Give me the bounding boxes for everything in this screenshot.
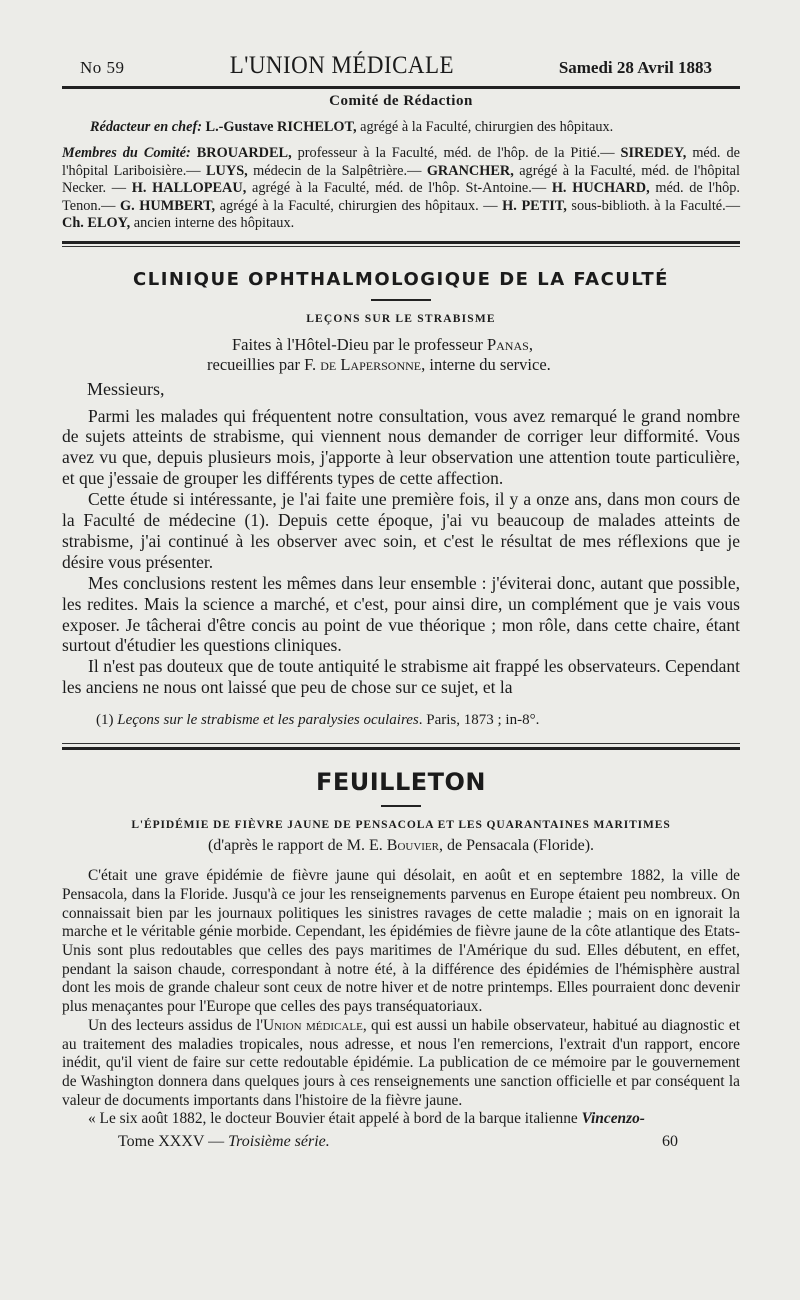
- paragraph: Un des lecteurs assidus de l'Union médicale, qui est aussi un habile observateur, habitué au diagnostic et au traitement des maladies tropicales, nous adresse, et nous l'en remercions, l'extrait d'un rapport, encore inédit, qu'il vient de faire sur cette redoutable épidémie. La publication de ce mémoire par le gouvernement de Washington donnera dans quelques jours à ces renseignements une sanction officielle et par conséquent la valeur de documents importants dans l'histoire de la fièvre jaune.: [62, 1016, 740, 1109]
- feuilleton-subtitle: L'ÉPIDÉMIE DE FIÈVRE JAUNE DE PENSACOLA ET LES QUARANTAINES MARITIMES: [131, 819, 671, 832]
- editor-in-chief: Rédacteur en chef: L.-Gustave RICHELOT, agrégé à la Faculté, chirurgien des hôpitaux.: [90, 118, 614, 135]
- salutation: Messieurs,: [87, 378, 165, 399]
- feuilleton-divider: [381, 805, 421, 807]
- paragraph: « Le six août 1882, le docteur Bouvier était appelé à bord de la barque italienne Vincenzo-: [88, 1110, 645, 1128]
- feuilleton-rule: [62, 747, 740, 750]
- page-number: 60: [662, 1133, 678, 1151]
- paragraph: Mes conclusions restent les mêmes dans leur ensemble : j'éviterai donc, autant que possible, les redites. Mais la science a marché, et c'est, pour ainsi dire, un complément que je vais vous exposer. Je tâcherai d'être concis au point de vue théorique ; mon rôle, dans cette chaire, étant surtout d'étudier les questions cliniques.: [62, 572, 740, 656]
- paragraph: Il n'est pas douteux que de toute antiquité le strabisme ait frappé les observateurs. Cependant les anciens ne nous ont laissé que peu de chose sur ce sujet, et la: [62, 656, 740, 698]
- journal-title: L'UNION MÉDICALE: [229, 52, 454, 79]
- committee-members: Membres du Comité: BROUARDEL, professeur à la Faculté, méd. de l'hôp. de la Pitié.— SIREDEY, méd. de l'hôpital Lariboisière.— LUYS, médecin de la Salpêtrière.— GRANCHER, agrégé à la Faculté, méd. de l'hôpital Necker. — H. HALLOPEAU, agrégé à la Faculté, méd. de l'hôp. St-Antoine.— H. HUCHARD, méd. de l'hôp. Tenon.— G. HUMBERT, agrégé à la Faculté, chirurgien des hôpitaux. — H. PETIT, sous-biblioth. à la Faculté.— Ch. ELOY, ancien interne des hôpitaux.: [62, 145, 741, 231]
- issue-number: No 59: [80, 58, 125, 77]
- header-rule: [62, 86, 740, 89]
- feuilleton-title: FEUILLETON: [315, 768, 487, 797]
- issue-date: Samedi 28 Avril 1883: [558, 58, 712, 77]
- feuilleton-source: (d'après le rapport de M. E. Bouvier, de Pensacala (Floride).: [207, 837, 595, 855]
- byline: [62, 335, 740, 375]
- paragraph: Parmi les malades qui fréquentent notre consultation, vous avez remarqué le grand nombre de sujets atteints de strabisme, qui viennent nous demander de corriger leur difformité. Vous avez vu que, depuis plusieurs mois, j'apporte à leur observation une attention toute particulière, et que j'essaie de grouper les différents types de cette affection.: [62, 405, 740, 489]
- lesson-title: LEÇONS SUR LE STRABISME: [306, 312, 496, 325]
- volume-info: Tome XXXV — Troisième série.: [118, 1133, 330, 1151]
- footnote: (1) Leçons sur le strabisme et les paralysies oculaires. Paris, 1873 ; in-8°.: [96, 712, 540, 729]
- paragraph: C'était une grave épidémie de fièvre jaune qui désolait, en août et en septembre 1882, la ville de Pensacola, dans la Floride. Jusqu'à ce jour les renseignements parvenus en Europe étaient peu nombreux. On connaissait bien par les journaux politiques les sinistres ravages de cette maladie ; mais on en ignorait la marche et le véritable génie morbide. Cependant, les épidémies de fièvre jaune de la côte atlantique des Etats-Unis sont plus redoutables que celles des pays maritimes de l'Amérique du sud. Elles débutent, en effet, pendant la saison chaude, correspondant à notre été, à la différence des épidémies de l'hémisphère austral dont les mois de grande chaleur sont ceux de notre hiver et de notre printemps. Elles pourraient donc devenir plus menaçantes pour l'Europe que celles des pays transéquatoriaux.: [62, 867, 740, 1016]
- byline-professor: Faites à l'Hôtel-Dieu par le professeur Panas,: [232, 334, 533, 354]
- committee-rule-thin: [62, 246, 740, 247]
- feuilleton-body: [62, 867, 740, 1129]
- section-title: CLINIQUE OPHTHALMOLOGIQUE DE LA FACULTÉ: [133, 268, 669, 290]
- committee-heading: Comité de Rédaction: [329, 93, 473, 109]
- page-footer: [62, 1129, 740, 1151]
- editorial-committee: [62, 93, 740, 233]
- paragraph: Cette étude si intéressante, je l'ai faite une première fois, il y a onze ans, dans mon cours de la Faculté de médecine (1). Depuis cette époque, j'ai vu beaucoup de malades atteints de strabisme, j'ai continué à les observer avec soin, et c'est le résultat de mes réflexions que je désire vous présenter.: [62, 489, 740, 572]
- committee-rule: [62, 241, 740, 244]
- page-header: [62, 52, 740, 80]
- feuilleton-rule-top: [62, 743, 740, 744]
- byline-recorder: recueillies par F. de Lapersonne, interne du service.: [207, 354, 551, 374]
- lesson-body: [62, 406, 740, 699]
- title-divider: [371, 299, 431, 301]
